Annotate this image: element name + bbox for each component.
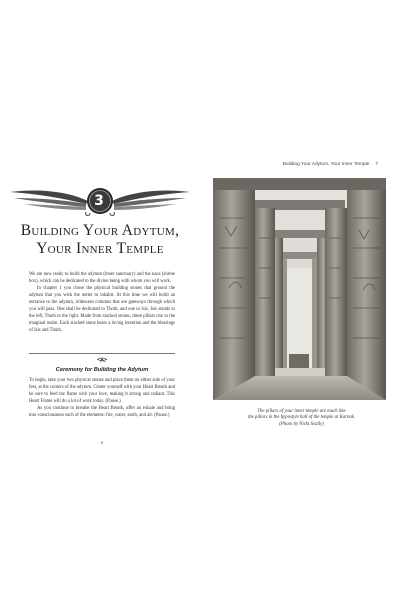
paragraph: We are now ready to build the adytum (inner sanctuary) and the naos (shrine box), which can be dedicated to the divine being with whom you will work. [29, 272, 175, 284]
caption-credit: (Photo by Nicki Scully) [279, 421, 324, 427]
chapter-title-line-1: Building Your Adytum, [20, 222, 180, 239]
chapter-number: 3 [94, 193, 104, 209]
chapter-title [10, 222, 190, 258]
intro-text [29, 271, 175, 334]
caption-line: The pillars of your inner temple are much like [257, 409, 346, 414]
paragraph: To begin, take your two physical stones and place them on either side of your feet, at the corners of the adytum. Center yourself with your Heart Breath and be sure to feed the flame with your love, making it strong and radiant. This Heart Flame will do a lot of work today. (Pause.) [29, 378, 175, 404]
ceremony-heading: Ceremony for Building the Adytum [55, 367, 149, 373]
ceremony-text [29, 377, 175, 419]
page-number: 6 [100, 440, 104, 445]
paragraph: In chapter 1 you chose the physical building stones that ground the adytum that you wish the netter to inhabit. At this time we will build an entrance to the adytum, iridescent columns that are gateways through which you will pass. One shall be dedicated to Thoth, and one to Isis. Isis stands to the left, Thoth to the right. Made from stacked stones, these pillars rise to the imaginal realm. Each stacked stone bears a loving intention and the blessings of Isis and Thoth. [29, 286, 175, 333]
caption-line: the pillars in the hypostyle hall of the temple at Karnak. [247, 415, 356, 421]
temple-photo [213, 178, 386, 400]
running-head-title: Building Your Adytum, Your Inner Temple [282, 162, 370, 167]
chapter-title-line-2: Your Inner Temple [36, 240, 164, 257]
running-head [258, 162, 378, 167]
paragraph: As you continue to breathe the Heart Breath, offer an exhale and bring into consciousness each of the elements: fire, water, earth, and air. (Pause.) [29, 406, 175, 418]
eye-of-horus-icon [97, 357, 107, 363]
temple-columns-illustration [213, 178, 386, 400]
photo-caption [229, 409, 374, 428]
section-divider [29, 353, 175, 354]
page-number: 7 [375, 162, 378, 167]
